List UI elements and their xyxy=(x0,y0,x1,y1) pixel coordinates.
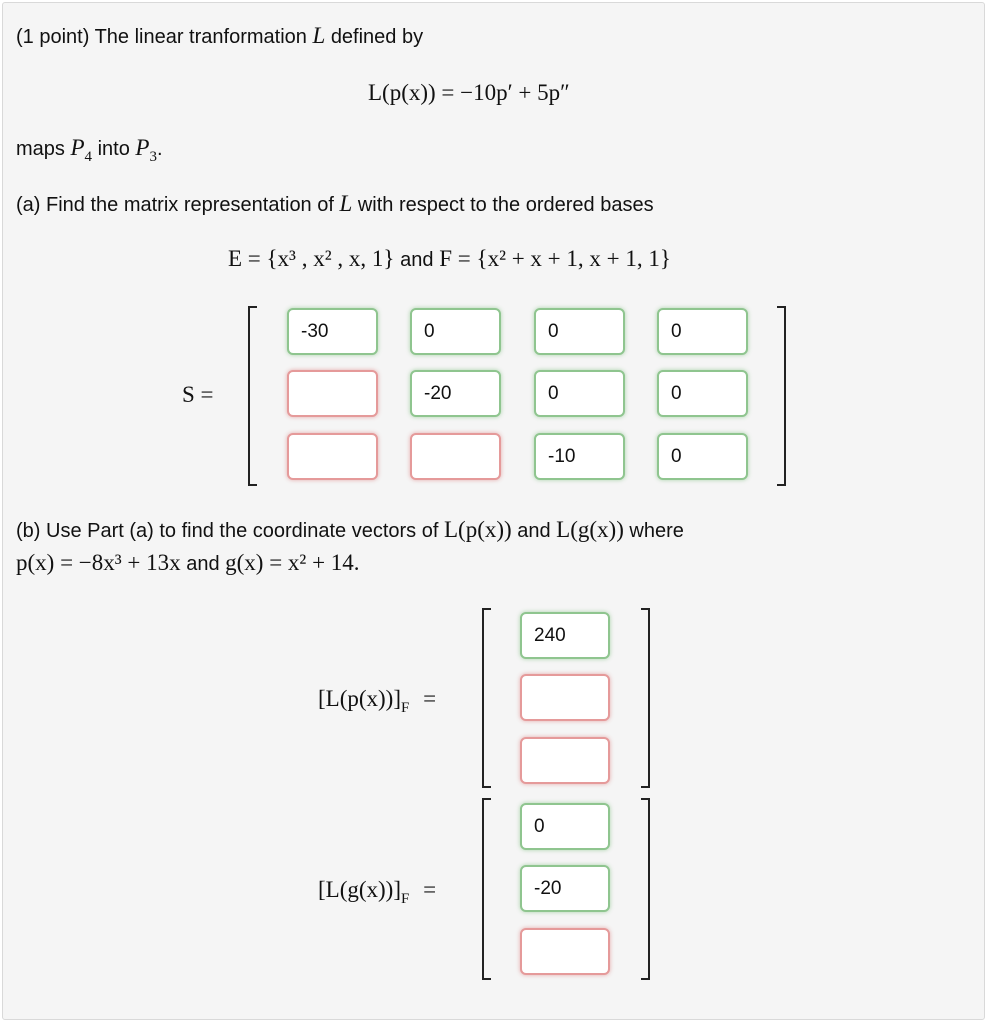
problem-intro xyxy=(16,24,423,49)
Lp-vector-cell-3[interactable] xyxy=(520,737,610,784)
matrix-cell-r3-c2[interactable] xyxy=(410,433,501,480)
Lg-label-subscript: F xyxy=(401,891,410,907)
g-definition: g(x) = x² + 14. xyxy=(225,550,360,575)
maps-text: maps xyxy=(16,138,65,160)
period: . xyxy=(156,138,163,160)
definition-equation: L(p(x)) = −10p′ + 5p″ xyxy=(368,80,570,105)
and-text-b: and xyxy=(517,520,551,542)
p-definition: p(x) = −8x³ + 13x xyxy=(16,550,181,575)
Lg-right-bracket xyxy=(641,798,650,980)
matrix-cell-r3-c4[interactable] xyxy=(657,433,748,480)
matrix-cell-r2-c4[interactable] xyxy=(657,370,748,417)
part-b-prompt-start: (b) Use Part (a) to find the coordinate vectors of xyxy=(16,520,439,542)
matrix-cell-r2-c1[interactable] xyxy=(287,370,378,417)
Lg-vector-cell-3[interactable] xyxy=(520,928,610,975)
L-symbol-a: L xyxy=(339,191,353,216)
basis-E: E = {x³ , x² , x, 1} xyxy=(228,246,395,271)
Lp-equals: = xyxy=(423,686,437,711)
bases-line xyxy=(228,246,671,273)
matrix-cell-r1-c4[interactable] xyxy=(657,308,748,355)
Lp-expression: L(p(x)) xyxy=(443,517,512,542)
matrix-cell-r2-c2[interactable] xyxy=(410,370,501,417)
Lp-vector-cell-1[interactable] xyxy=(520,612,610,659)
maps-line xyxy=(16,136,163,163)
part-a-prompt xyxy=(16,192,654,217)
matrix-cell-r1-c3[interactable] xyxy=(534,308,625,355)
Lp-right-bracket xyxy=(641,608,650,788)
matrix-right-bracket xyxy=(777,306,786,486)
Lg-expression: L(g(x)) xyxy=(556,517,624,542)
intro-text: (1 point) The linear tranformation xyxy=(16,26,307,48)
matrix-cell-r3-c3[interactable] xyxy=(534,433,625,480)
part-b-prompt xyxy=(16,517,684,543)
P3-symbol xyxy=(135,135,157,165)
matrix-left-bracket xyxy=(248,306,257,486)
matrix-cell-r3-c1[interactable] xyxy=(287,433,378,480)
matrix-cell-r1-c1[interactable] xyxy=(287,308,378,355)
into-text: into xyxy=(97,138,130,160)
Lg-vector-label xyxy=(318,877,436,906)
L-symbol: L xyxy=(312,23,326,48)
part-a-prompt-start: (a) Find the matrix representation of xyxy=(16,194,334,216)
P4-letter: P xyxy=(70,135,85,160)
Lg-label-text: [L(g(x))] xyxy=(318,877,402,902)
and-text-b2: and xyxy=(186,553,220,575)
Lp-label-subscript: F xyxy=(401,700,410,716)
matrix-cell-r1-c2[interactable] xyxy=(410,308,501,355)
polynomials-line xyxy=(16,550,360,576)
Lp-vector-label xyxy=(318,686,436,715)
P3-letter: P xyxy=(135,135,150,160)
Lg-left-bracket xyxy=(482,798,491,980)
P3-subscript: 3 xyxy=(149,149,157,165)
Lg-vector-cell-2[interactable] xyxy=(520,865,610,912)
and-text: and xyxy=(400,249,434,271)
basis-F: F = {x² + x + 1, x + 1, 1} xyxy=(439,246,671,271)
Lp-left-bracket xyxy=(482,608,491,788)
where-text: where xyxy=(629,520,684,542)
Lp-label-text: [L(p(x))] xyxy=(318,686,402,711)
Lg-equals: = xyxy=(423,877,437,902)
Lp-vector-cell-2[interactable] xyxy=(520,674,610,721)
matrix-cell-r2-c3[interactable] xyxy=(534,370,625,417)
P4-subscript: 4 xyxy=(84,149,93,165)
Lg-vector-cell-1[interactable] xyxy=(520,803,610,850)
part-a-prompt-end: with respect to the ordered bases xyxy=(357,194,654,216)
P4-symbol xyxy=(70,135,93,165)
defined-by-text: defined by xyxy=(330,26,424,48)
matrix-label: S = xyxy=(182,382,214,407)
